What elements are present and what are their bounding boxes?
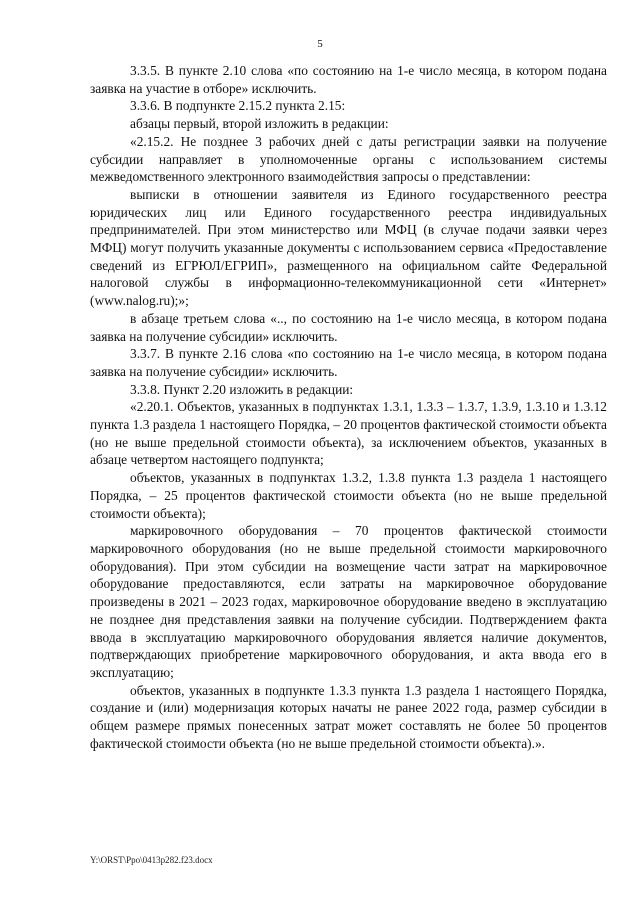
file-path-footer: Y:\ORST\Ppo\0413p282.f23.docx [90,855,213,865]
document-body [90,62,607,752]
paragraph: 3.3.7. В пункте 2.16 слова «по состоянию на 1-е число месяца, в котором подана заявка на получение субсидии» исключить. [90,346,607,379]
paragraph: 3.3.5. В пункте 2.10 слова «по состоянию на 1-е число месяца, в котором подана заявка на участие в отборе» исключить. [90,63,607,96]
page-number: 5 [317,38,323,50]
paragraph: выписки в отношении заявителя из Единого государственного реестра юридических лиц или Единого государственного реестра индивидуальных предпринимателей. При этом министерство или МФЦ (в случае подачи заявки через МФЦ) могут получить указанные документы с использованием сервиса «Предоставление сведений из ЕГРЮЛ/ЕГРИП», размещенного на официальном сайте Федеральной налоговой службы в информационно-телекоммуникационной сети «Интернет» (www.nalog.ru);»; [90,186,607,309]
paragraph: абзацы первый, второй изложить в редакции: [130,116,389,132]
paragraph: «2.20.1. Объектов, указанных в подпунктах 1.3.1, 1.3.3 – 1.3.7, 1.3.9, 1.3.10 и 1.3.12 пункта 1.3 раздела 1 настоящего Порядка, – 20 процентов фактической стоимости объекта (но не выше предельной стоимости объекта), за исключением объектов, указанных в абзаце четвертом настоящего подпункта; [90,399,607,468]
paragraph: 3.3.6. В подпункте 2.15.2 пункта 2.15: [130,98,346,114]
paragraph: 3.3.8. Пункт 2.20 изложить в редакции: [130,381,354,397]
paragraph: «2.15.2. Не позднее 3 рабочих дней с даты регистрации заявки на получение субсидии направляет в уполномоченные органы с использованием системы межведомственного электронного взаимодействия запросы о представлении: [90,133,607,185]
paragraph: маркировочного оборудования – 70 процентов фактической стоимости маркировочного оборудования (но не выше предельной стоимости маркировочного оборудования). При этом субсидии на возмещение части затрат на маркировочное оборудование предоставляются, если затраты на маркировочное оборудование произведены в 2021 – 2023 годах, маркировочное оборудование введено в эксплуатацию не позднее дня представления заявки на получение субсидии. Подтверждением факта ввода в эксплуатацию маркировочного оборудования является наличие документов, подтверждающих приобретение маркировочного оборудования, и акта ввода его в эксплуатацию; [90,523,607,680]
paragraph: объектов, указанных в подпункте 1.3.3 пункта 1.3 раздела 1 настоящего Порядка, создание и (или) модернизация которых начаты не ранее 2022 года, размер субсидии в общем размере прямых понесенных затрат может составлять не более 50 процентов фактической стоимости объекта (но не выше предельной стоимости объекта).». [90,682,607,751]
paragraph: объектов, указанных в подпунктах 1.3.2, 1.3.8 пункта 1.3 раздела 1 настоящего Порядка, – 25 процентов фактической стоимости объекта (но не выше предельной стоимости объекта); [90,470,607,521]
paragraph: в абзаце третьем слова «.., по состоянию на 1-е число месяца, в котором подана заявка на получение субсидии» исключить. [90,310,607,344]
